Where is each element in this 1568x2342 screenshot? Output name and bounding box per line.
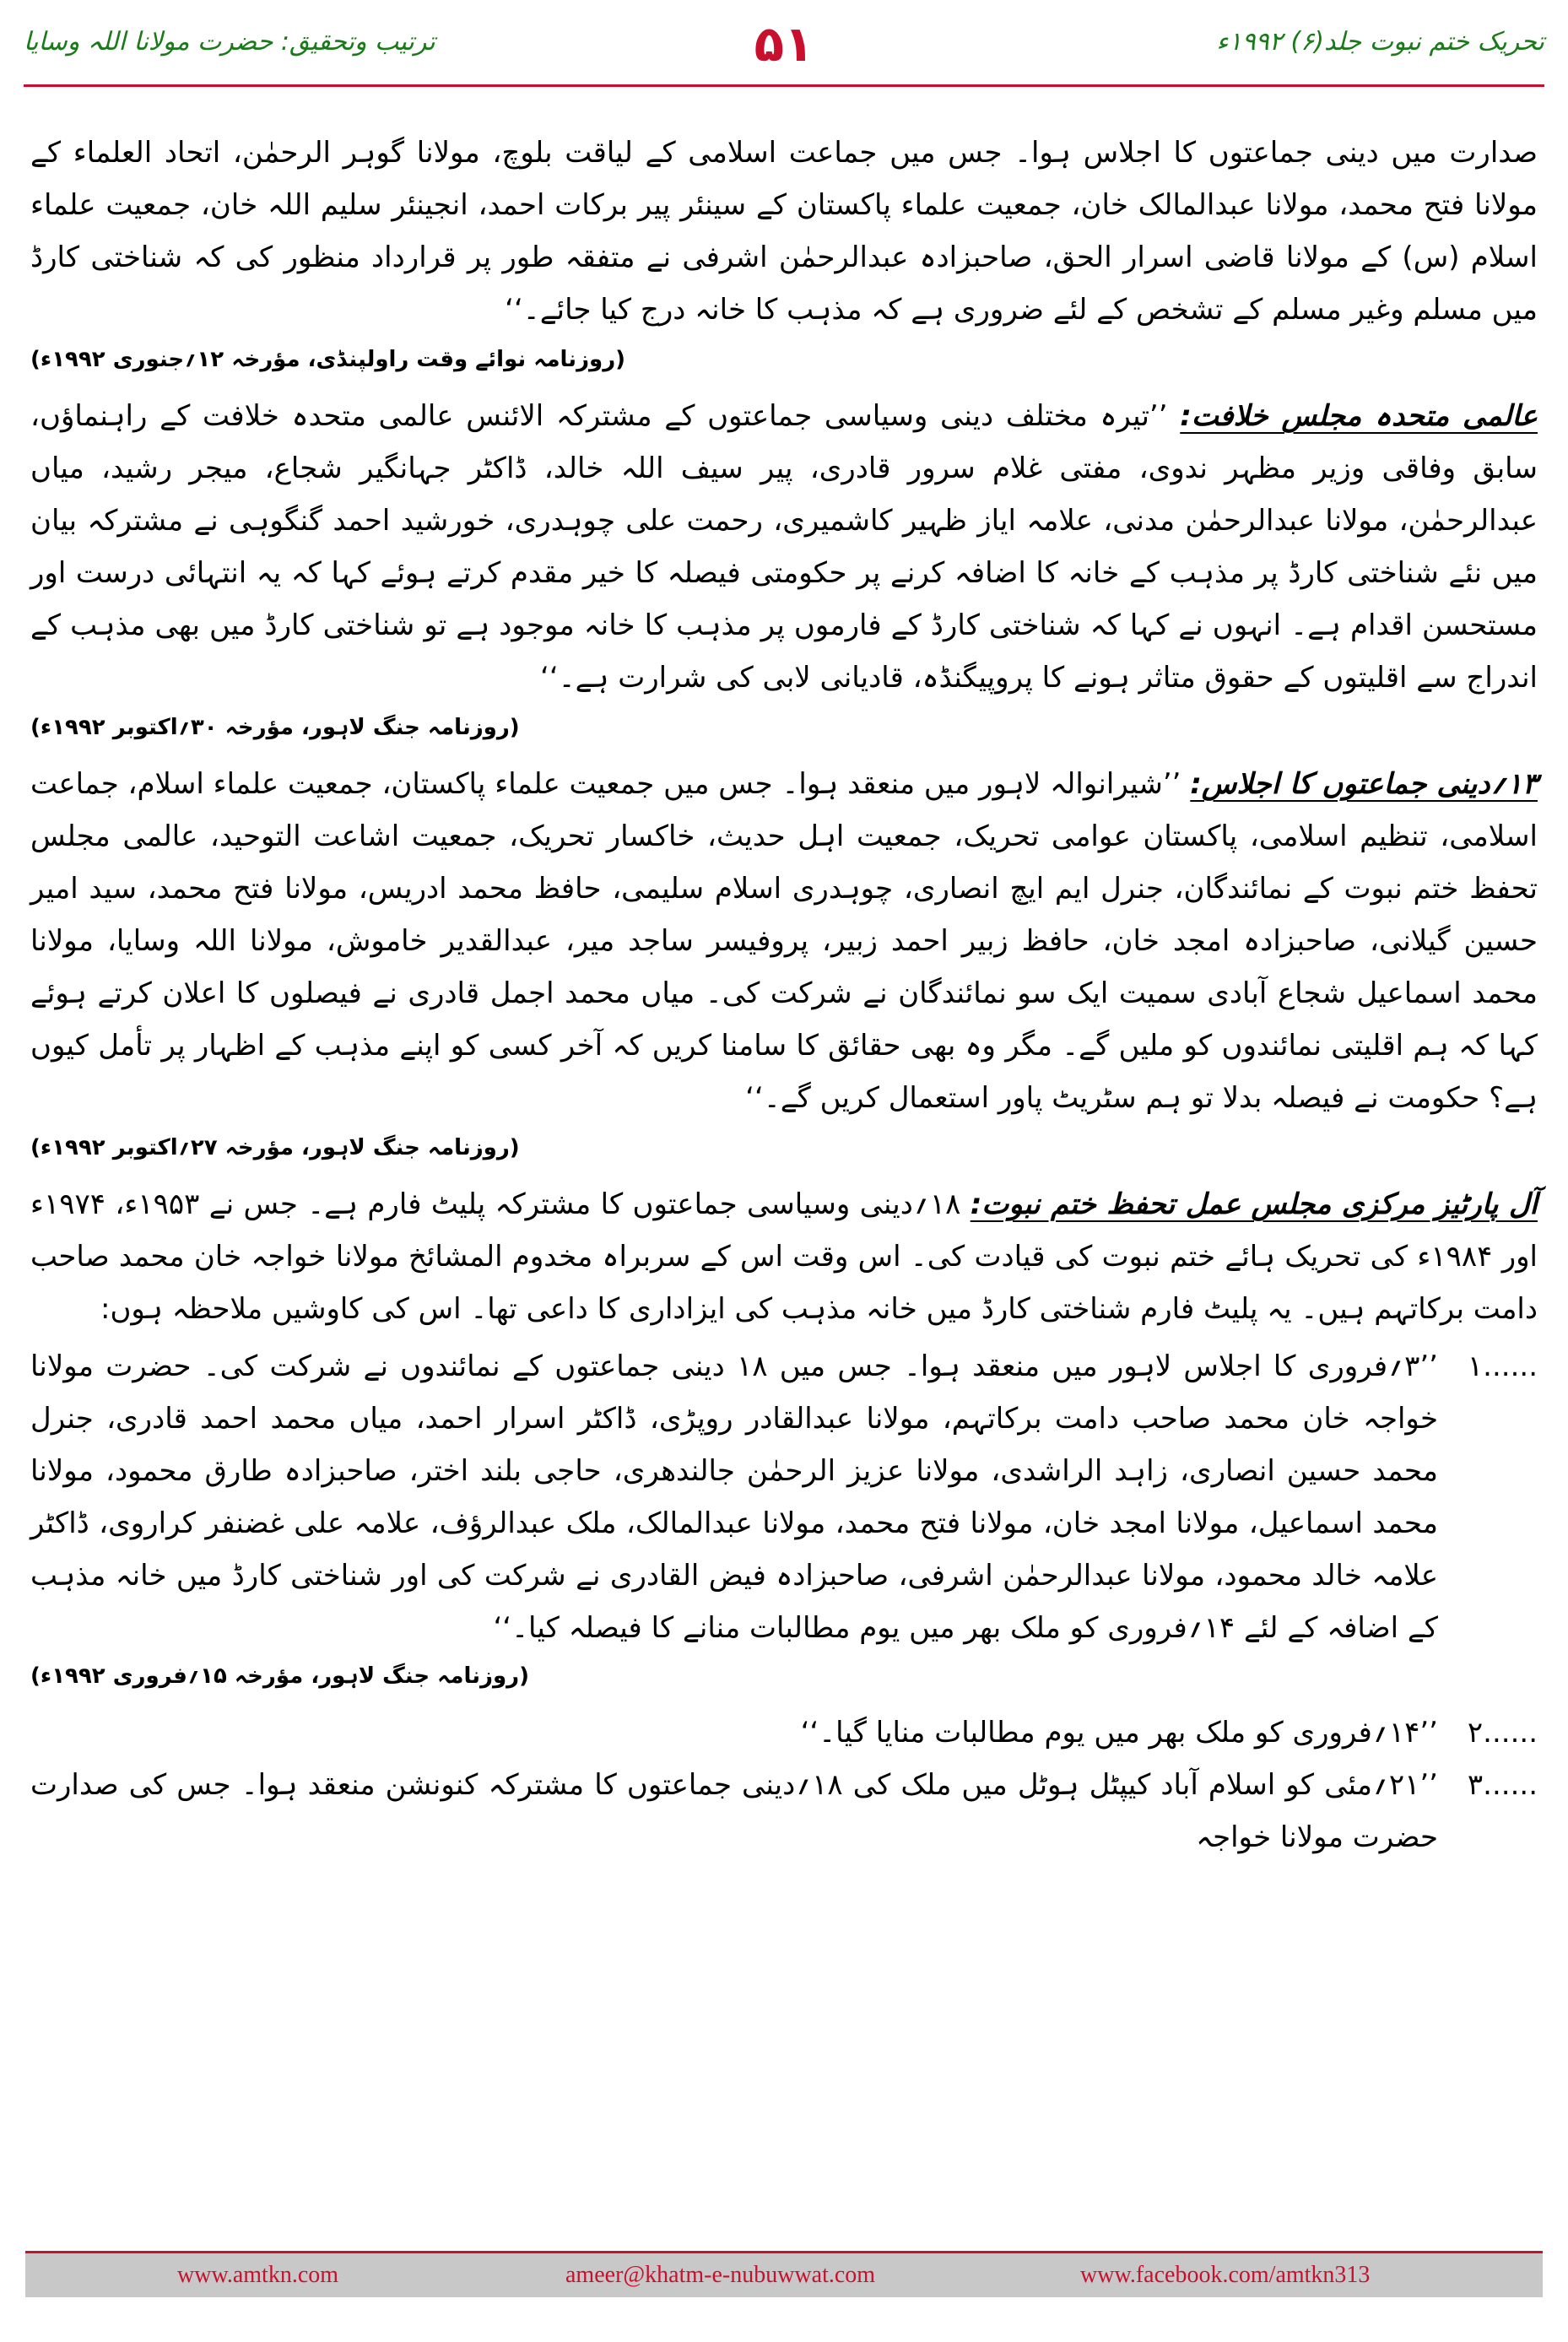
page-body: [30, 127, 1538, 2224]
paragraph-4: [30, 1178, 1538, 1335]
list-item-3: [30, 1759, 1538, 1863]
list-text-3: ’’۲۱؍مئی کو اسلام آباد کیپٹل ہوٹل میں ملک کی ۱۸؍دینی جماعتوں کا مشترکہ کنونشن منعقد ہوا۔ جس کی صدارت حضرت مولانا خواجہ: [30, 1768, 1438, 1854]
source-reference-3: (روزنامہ جنگ لاہور، مؤرخہ ۲۷؍اکتوبر ۱۹۹۲ء): [30, 1135, 520, 1160]
list-text-2: ’’۱۴؍فروری کو ملک بھر میں یوم مطالبات منایا گیا۔‘‘: [800, 1716, 1438, 1750]
list-number-1: ۱......: [1467, 1349, 1538, 1383]
page-footer: [25, 2251, 1543, 2297]
website-link[interactable]: www.amtkn.com: [177, 2262, 339, 2288]
list-number-2: ۲......: [1467, 1716, 1538, 1750]
facebook-link[interactable]: www.facebook.com/amtkn313: [1080, 2262, 1371, 2288]
paragraph-1: صدارت میں دینی جماعتوں کا اجلاس ہوا۔ جس میں جماعت اسلامی کے لیاقت بلوچ، مولانا گوہر الرحمٰن، اتحاد العلماء کے مولانا فتح محمد، مولانا عبدالمالک خان، جمعیت علماء پاکستان کے سینئر پیر برکات احمد، انجینئر سلیم اللہ خان، جمعیت علماء اسلام (س) کے مولانا قاضی اسرار الحق، صاحبزادہ عبدالرحمٰن اشرفی نے متفقہ طور پر قرارداد منظور کی کہ شناختی کارڈ میں مسلم وغیر مسلم کے تشخص کے لئے ضروری ہے کہ مذہب کا خانہ درج کیا جائے۔‘‘: [30, 136, 1538, 327]
section-heading-all-parties: آل پارٹیز مرکزی مجلس عمل تحفظ ختم نبوت:: [970, 1187, 1538, 1221]
list-text-1: ’’۳؍فروری کا اجلاس لاہور میں منعقد ہوا۔ جس میں ۱۸ دینی جماعتوں کے نمائندوں نے شرکت کی۔ حضرت مولانا خواجہ خان محمد صاحب دامت برکاتہم، مولانا عبدالقادر روپڑی، ڈاکٹر اسرار احمد، میاں محمد احمد قادری، جنرل محمد حسین انصاری، زاہد الراشدی، مولانا عزیز الرحمٰن جالندھری، حاجی بلند اختر، صاحبزادہ طارق محمود، مولانا محمد اسماعیل، مولانا امجد خان، مولانا فتح محمد، مولانا عبدالمالک، ملک عبدالرؤف، علامہ علی غضنفر کراروی، ڈاکٹر علامہ خالد محمود، مولانا عبدالرحمٰن اشرفی، صاحبزادہ فیض القادری نے شرکت کی اور شناختی کارڈ میں خانہ مذہب کے اضافہ کے لئے ۱۴؍فروری کو ملک بھر میں یوم مطالبات منانے کا فیصلہ کیا۔‘‘: [30, 1349, 1438, 1645]
compiler-credit: ترتیب وتحقیق: حضرت مولانا اللہ وسایا: [24, 27, 435, 57]
section-heading-13-parties: ۱۳؍دینی جماعتوں کا اجلاس:: [1190, 767, 1538, 801]
paragraph-3-text: ’’شیرانوالہ لاہور میں منعقد ہوا۔ جس میں جمعیت علماء پاکستان، جمعیت علماء اسلام، جماعت اسلامی، تنظیم اسلامی، پاکستان عوامی تحریک، جمعیت اہل حدیث، خاکسار تحریک، جمعیت اشاعت التوحید، عالمی مجلس تحفظ ختم نبوت کے نمائندگان، جنرل ایم ایچ انصاری، چوہدری اسلام سلیمی، حافظ محمد ادریس، مولانا فتح محمد، سید امیر حسین گیلانی، صاحبزادہ امجد خان، حافظ زبیر احمد زبیر، پروفیسر ساجد میر، عبدالقدیر خاموش، مولانا اللہ وسایا، مولانا محمد اسماعیل شجاع آبادی سمیت ایک سو نمائندگان نے شرکت کی۔ میاں محمد اجمل قادری نے فیصلوں کا اعلان کرتے ہوئے کہا کہ ہم اقلیتی نمائندوں کو ملیں گے۔ مگر وہ بھی حقائق کا سامنا کریں کہ آخر کسی کو اپنے مذہب کے اظہار پر تأمل کیوں ہے؟ حکومت نے فیصلہ بدلا تو ہم سٹریٹ پاور استعمال کریں گے۔‘‘: [30, 767, 1538, 1115]
page-header: [24, 15, 1544, 84]
paragraph-4-text: ۱۸؍دینی وسیاسی جماعتوں کا مشترکہ پلیٹ فارم ہے۔ جس نے ۱۹۵۳ء، ۱۹۷۴ء اور ۱۹۸۴ء کی تحریک ہائے ختم نبوت کی قیادت کی۔ اس وقت اس کے سربراہ مخدوم المشائخ مولانا خواجہ خان محمد صاحب دامت برکاتہم ہیں۔ یہ پلیٹ فارم شناختی کارڈ میں خانہ مذہب کی ایزاداری کا داعی تھا۔ اس کی کاوشیں ملاحظہ ہوں:: [30, 1187, 1538, 1326]
paragraph-2: [30, 390, 1538, 704]
book-title: تحریک ختم نبوت جلد(۶) ۱۹۹۲ء: [1216, 27, 1544, 57]
paragraph-3: [30, 758, 1538, 1124]
header-divider: [24, 84, 1544, 87]
email-link[interactable]: ameer@khatm-e-nubuwwat.com: [565, 2262, 876, 2288]
list-item-2: [30, 1706, 1538, 1759]
list-number-3: ۳......: [1467, 1768, 1538, 1802]
source-reference-2: (روزنامہ جنگ لاہور، مؤرخہ ۳۰؍اکتوبر ۱۹۹۲ء): [30, 715, 520, 740]
section-heading-khilafat: عالمی متحدہ مجلس خلافت:: [1180, 399, 1538, 433]
paragraph-2-text: ’’تیرہ مختلف دینی وسیاسی جماعتوں کے مشترکہ الائنس عالمی متحدہ خلافت کے راہنماؤں، سابق وفاقی وزیر مظہر ندوی، مفتی غلام سرور قادری، پیر سیف اللہ خالد، ڈاکٹر جہانگیر شجاع، میجر رشید، میاں عبدالرحمٰن، مولانا عبدالرحمٰن مدنی، علامہ ایاز ظہیر کاشمیری، رحمت علی چوہدری، خورشید احمد گنگوہی نے مشترکہ بیان میں نئے شناختی کارڈ پر مذہب کے خانہ کا اضافہ کرنے پر حکومتی فیصلہ کا خیر مقدم کرتے ہوئے کہا کہ یہ انتہائی درست اور مستحسن اقدام ہے۔ انہوں نے کہا کہ شناختی کارڈ کے فارموں پر مذہب کا خانہ موجود ہے تو شناختی کارڈ میں بھی مذہب کے اندراج سے اقلیتوں کے حقوق متاثر ہونے کا پروپیگنڈہ، قادیانی لابی کی شرارت ہے۔‘‘: [30, 399, 1538, 695]
list-item-1: [30, 1340, 1538, 1654]
source-reference-4: (روزنامہ جنگ لاہور، مؤرخہ ۱۵؍فروری ۱۹۹۲ء): [30, 1663, 529, 1689]
source-reference-1: (روزنامہ نوائے وقت راولپنڈی، مؤرخہ ۱۲؍جنوری ۱۹۹۲ء): [30, 347, 626, 372]
page-number: ۵۱: [754, 15, 814, 73]
